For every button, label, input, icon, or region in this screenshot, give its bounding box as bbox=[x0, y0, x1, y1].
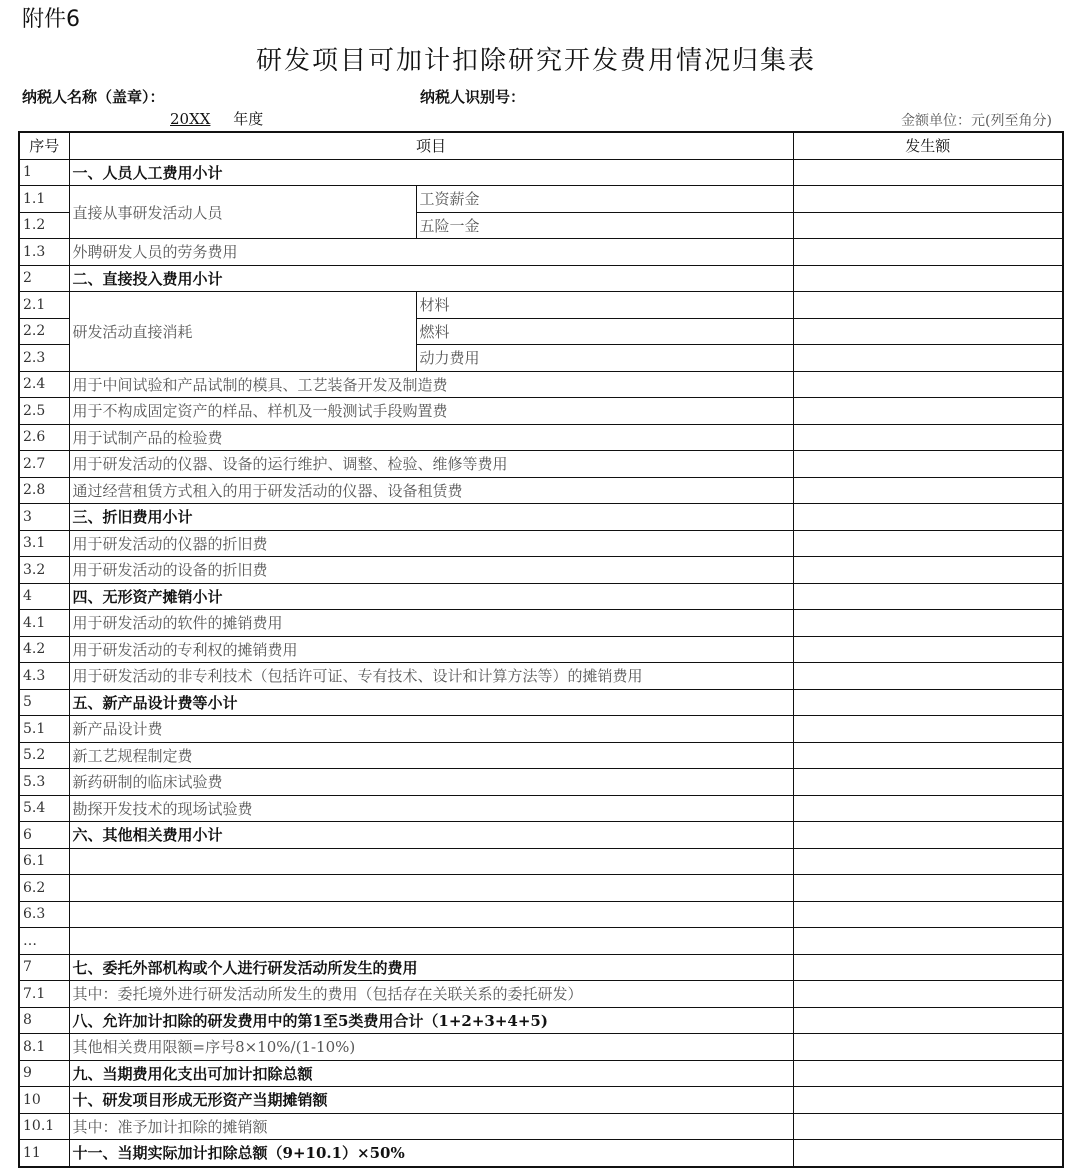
item-label: 用于研发活动的仪器、设备的运行维护、调整、检验、维修等费用 bbox=[69, 451, 793, 478]
sub-item-label: 工资薪金 bbox=[416, 186, 793, 213]
row-number: 5.2 bbox=[19, 742, 69, 769]
amount-cell[interactable] bbox=[793, 901, 1063, 928]
row-number: 6.1 bbox=[19, 848, 69, 875]
row-number: 5.3 bbox=[19, 769, 69, 796]
amount-cell[interactable] bbox=[793, 186, 1063, 213]
row-number: 2.8 bbox=[19, 477, 69, 504]
table-row bbox=[19, 1140, 1063, 1167]
table-row bbox=[19, 1060, 1063, 1087]
table-row bbox=[19, 1087, 1063, 1114]
item-label: 用于研发活动的软件的摊销费用 bbox=[69, 610, 793, 637]
amount-cell[interactable] bbox=[793, 981, 1063, 1008]
amount-cell[interactable] bbox=[793, 239, 1063, 266]
amount-cell[interactable] bbox=[793, 716, 1063, 743]
item-label: 其中：准予加计扣除的摊销额 bbox=[69, 1113, 793, 1140]
table-row bbox=[19, 239, 1063, 266]
row-number: … bbox=[19, 928, 69, 955]
row-number: 6 bbox=[19, 822, 69, 849]
item-label: 五、新产品设计费等小计 bbox=[69, 689, 793, 716]
item-label: 一、人员人工费用小计 bbox=[69, 159, 793, 186]
table-row bbox=[19, 742, 1063, 769]
amount-cell[interactable] bbox=[793, 292, 1063, 319]
table-header-row bbox=[19, 132, 1063, 159]
group-label: 研发活动直接消耗 bbox=[69, 292, 416, 372]
table-row bbox=[19, 583, 1063, 610]
header-item: 项目 bbox=[69, 132, 793, 159]
row-number: 4.1 bbox=[19, 610, 69, 637]
sub-item-label: 燃料 bbox=[416, 318, 793, 345]
amount-cell[interactable] bbox=[793, 663, 1063, 690]
amount-cell[interactable] bbox=[793, 159, 1063, 186]
table-row bbox=[19, 371, 1063, 398]
year-label: 年度 bbox=[233, 110, 264, 128]
amount-cell[interactable] bbox=[793, 636, 1063, 663]
amount-cell[interactable] bbox=[793, 954, 1063, 981]
row-number: 2.2 bbox=[19, 318, 69, 345]
amount-cell[interactable] bbox=[793, 848, 1063, 875]
table-row bbox=[19, 848, 1063, 875]
row-number: 5.1 bbox=[19, 716, 69, 743]
table-row bbox=[19, 424, 1063, 451]
group-label: 直接从事研发活动人员 bbox=[69, 186, 416, 239]
row-number: 6.2 bbox=[19, 875, 69, 902]
amount-cell[interactable] bbox=[793, 769, 1063, 796]
amount-cell[interactable] bbox=[793, 742, 1063, 769]
row-number: 3 bbox=[19, 504, 69, 531]
taxpayer-name-label: 纳税人名称（盖章）： bbox=[22, 88, 165, 106]
row-number: 4 bbox=[19, 583, 69, 610]
item-label: 用于试制产品的检验费 bbox=[69, 424, 793, 451]
year-line bbox=[170, 108, 263, 129]
amount-cell[interactable] bbox=[793, 610, 1063, 637]
row-number: 2.7 bbox=[19, 451, 69, 478]
item-label: 其中：委托境外进行研发活动所发生的费用（包括存在关联关系的委托研发） bbox=[69, 981, 793, 1008]
item-label: 用于中间试验和产品试制的模具、工艺装备开发及制造费 bbox=[69, 371, 793, 398]
row-number: 2.6 bbox=[19, 424, 69, 451]
table-row bbox=[19, 928, 1063, 955]
amount-cell[interactable] bbox=[793, 822, 1063, 849]
row-number: 5.4 bbox=[19, 795, 69, 822]
amount-cell[interactable] bbox=[793, 795, 1063, 822]
amount-cell[interactable] bbox=[793, 212, 1063, 239]
item-label: 二、直接投入费用小计 bbox=[69, 265, 793, 292]
amount-cell[interactable] bbox=[793, 371, 1063, 398]
item-label: 勘探开发技术的现场试验费 bbox=[69, 795, 793, 822]
row-number: 2.5 bbox=[19, 398, 69, 425]
item-label: 八、允许加计扣除的研发费用中的第1至5类费用合计（1+2+3+4+5) bbox=[69, 1007, 793, 1034]
table-row bbox=[19, 875, 1063, 902]
item-label bbox=[69, 848, 793, 875]
item-label bbox=[69, 875, 793, 902]
currency-unit: 金额单位：元(列至角分) bbox=[901, 113, 1052, 129]
form-title: 研发项目可加计扣除研究开发费用情况归集表 bbox=[255, 46, 816, 76]
amount-cell[interactable] bbox=[793, 1113, 1063, 1140]
item-label: 外聘研发人员的劳务费用 bbox=[69, 239, 793, 266]
amount-cell[interactable] bbox=[793, 345, 1063, 372]
item-label: 六、其他相关费用小计 bbox=[69, 822, 793, 849]
row-number: 7 bbox=[19, 954, 69, 981]
table-row bbox=[19, 186, 1063, 213]
row-number: 2 bbox=[19, 265, 69, 292]
table-row bbox=[19, 1034, 1063, 1061]
item-label: 通过经营租赁方式租入的用于研发活动的仪器、设备租赁费 bbox=[69, 477, 793, 504]
amount-cell[interactable] bbox=[793, 504, 1063, 531]
amount-cell[interactable] bbox=[793, 265, 1063, 292]
item-label: 九、当期费用化支出可加计扣除总额 bbox=[69, 1060, 793, 1087]
table-row bbox=[19, 636, 1063, 663]
item-label: 用于研发活动的仪器的折旧费 bbox=[69, 530, 793, 557]
amount-cell[interactable] bbox=[793, 1034, 1063, 1061]
item-label bbox=[69, 901, 793, 928]
amount-cell[interactable] bbox=[793, 530, 1063, 557]
amount-cell[interactable] bbox=[793, 1060, 1063, 1087]
table-row bbox=[19, 769, 1063, 796]
table-row bbox=[19, 822, 1063, 849]
row-number: 11 bbox=[19, 1140, 69, 1167]
table-row bbox=[19, 159, 1063, 186]
amount-cell[interactable] bbox=[793, 318, 1063, 345]
row-number: 1.1 bbox=[19, 186, 69, 213]
row-number: 3.2 bbox=[19, 557, 69, 584]
item-label: 三、折旧费用小计 bbox=[69, 504, 793, 531]
header-no: 序号 bbox=[19, 132, 69, 159]
table-row bbox=[19, 663, 1063, 690]
row-number: 10 bbox=[19, 1087, 69, 1114]
sub-item-label: 动力费用 bbox=[416, 345, 793, 372]
amount-cell[interactable] bbox=[793, 689, 1063, 716]
row-number: 2.3 bbox=[19, 345, 69, 372]
taxpayer-id-label: 纳税人识别号： bbox=[420, 88, 526, 106]
table-row bbox=[19, 610, 1063, 637]
table-row bbox=[19, 716, 1063, 743]
item-label: 四、无形资产摊销小计 bbox=[69, 583, 793, 610]
table-row bbox=[19, 981, 1063, 1008]
row-number: 8.1 bbox=[19, 1034, 69, 1061]
row-number: 6.3 bbox=[19, 901, 69, 928]
table-row bbox=[19, 901, 1063, 928]
table-row bbox=[19, 477, 1063, 504]
table-body bbox=[19, 159, 1063, 1167]
row-number: 4.3 bbox=[19, 663, 69, 690]
amount-cell[interactable] bbox=[793, 875, 1063, 902]
table-row bbox=[19, 557, 1063, 584]
item-label bbox=[69, 928, 793, 955]
amount-cell[interactable] bbox=[793, 477, 1063, 504]
table-row bbox=[19, 504, 1063, 531]
amount-cell[interactable] bbox=[793, 583, 1063, 610]
item-label: 十、研发项目形成无形资产当期摊销额 bbox=[69, 1087, 793, 1114]
row-number: 7.1 bbox=[19, 981, 69, 1008]
row-number: 3.1 bbox=[19, 530, 69, 557]
amount-cell[interactable] bbox=[793, 557, 1063, 584]
row-number: 9 bbox=[19, 1060, 69, 1087]
amount-cell[interactable] bbox=[793, 928, 1063, 955]
row-number: 5 bbox=[19, 689, 69, 716]
amount-cell[interactable] bbox=[793, 1007, 1063, 1034]
table-row bbox=[19, 398, 1063, 425]
item-label: 新工艺规程制定费 bbox=[69, 742, 793, 769]
table-row bbox=[19, 795, 1063, 822]
item-label: 用于研发活动的非专利技术（包括许可证、专有技术、设计和计算方法等）的摊销费用 bbox=[69, 663, 793, 690]
row-number: 2.4 bbox=[19, 371, 69, 398]
sub-item-label: 五险一金 bbox=[416, 212, 793, 239]
table-row bbox=[19, 530, 1063, 557]
item-label: 用于不构成固定资产的样品、样机及一般测试手段购置费 bbox=[69, 398, 793, 425]
item-label: 用于研发活动的设备的折旧费 bbox=[69, 557, 793, 584]
table-row bbox=[19, 265, 1063, 292]
amount-cell[interactable] bbox=[793, 451, 1063, 478]
item-label: 新产品设计费 bbox=[69, 716, 793, 743]
table-row bbox=[19, 292, 1063, 319]
table-row bbox=[19, 689, 1063, 716]
item-label: 十一、当期实际加计扣除总额（9+10.1）×50% bbox=[69, 1140, 793, 1167]
row-number: 1.2 bbox=[19, 212, 69, 239]
amount-cell[interactable] bbox=[793, 1087, 1063, 1114]
table-row bbox=[19, 954, 1063, 981]
header-amount: 发生额 bbox=[793, 132, 1063, 159]
sub-item-label: 材料 bbox=[416, 292, 793, 319]
table-row bbox=[19, 1007, 1063, 1034]
item-label: 新药研制的临床试验费 bbox=[69, 769, 793, 796]
row-number: 1.3 bbox=[19, 239, 69, 266]
expense-table bbox=[18, 131, 1064, 1168]
row-number: 8 bbox=[19, 1007, 69, 1034]
amount-cell[interactable] bbox=[793, 424, 1063, 451]
table-row bbox=[19, 1113, 1063, 1140]
item-label: 用于研发活动的专利权的摊销费用 bbox=[69, 636, 793, 663]
row-number: 2.1 bbox=[19, 292, 69, 319]
attachment-label: 附件6 bbox=[22, 7, 80, 32]
item-label: 七、委托外部机构或个人进行研发活动所发生的费用 bbox=[69, 954, 793, 981]
row-number: 10.1 bbox=[19, 1113, 69, 1140]
year-value: 20XX bbox=[170, 110, 211, 128]
item-label: 其他相关费用限额=序号8×10%/(1-10%) bbox=[69, 1034, 793, 1061]
amount-cell[interactable] bbox=[793, 1140, 1063, 1167]
row-number: 4.2 bbox=[19, 636, 69, 663]
table-row bbox=[19, 451, 1063, 478]
amount-cell[interactable] bbox=[793, 398, 1063, 425]
row-number: 1 bbox=[19, 159, 69, 186]
